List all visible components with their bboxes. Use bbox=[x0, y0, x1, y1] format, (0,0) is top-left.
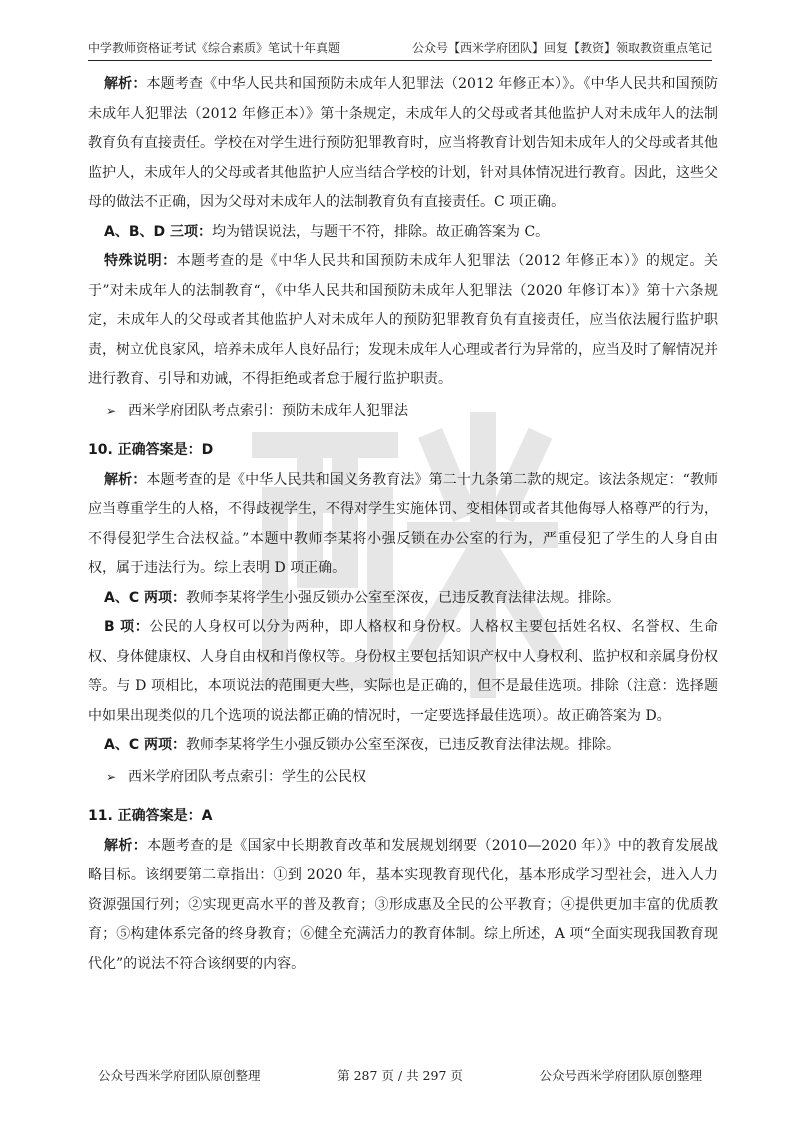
keypoint-index-item bbox=[88, 763, 718, 793]
special-note-text: 本题考查的是《中华人民共和国预防未成年人犯罪法（2012 年修正本）》的规定。关于”对未成年人的法制教育“，《中华人民共和国预防未成年人犯罪法（2020 年修订本）》第十六条规定，未成年人的父母或者其他监护人对未成年人的预防犯罪教育负有直接责任，应当依法履行监护职责，树立优良家风，培养未成年人良好品行；发现未成年人心理或者行为异常的，应当及时了解情况并进行教育、引导和劝诫，不得拒绝或者怠于履行监护职责。 bbox=[88, 253, 719, 387]
analysis-label: 解析： bbox=[104, 471, 147, 488]
options-label: A、C 两项： bbox=[104, 589, 186, 606]
footer-left-note: 公众号西米学府团队原创整理 bbox=[98, 1068, 261, 1083]
page-footer bbox=[88, 1066, 712, 1086]
options-paragraph bbox=[88, 584, 718, 614]
analysis-paragraph-q9 bbox=[88, 70, 718, 218]
keypoint-index-item bbox=[88, 397, 718, 427]
special-note-paragraph bbox=[88, 247, 718, 395]
option-b-label: B 项： bbox=[104, 619, 150, 635]
keypoint-index-text: 西米学府团队考点索引：学生的公民权 bbox=[128, 768, 366, 785]
options-label: A、C 两项： bbox=[104, 737, 186, 753]
options-text: 均为错误说法，与题干不符，排除。故正确答案为 C。 bbox=[212, 223, 550, 240]
page-header bbox=[88, 36, 712, 61]
option-b-paragraph bbox=[88, 613, 718, 731]
answer-heading-q10: 10. 正确答案是：D bbox=[88, 442, 214, 458]
analysis-paragraph-q10 bbox=[88, 466, 718, 584]
arrow-bullet-icon: ➢ bbox=[106, 403, 117, 418]
analysis-text: 本题考查的是《中华人民共和国义务教育法》第二十九条第二款的规定。该法条规定：“教师应当尊重学生的人格，不得歧视学生，不得对学生实施体罚、变相体罚或者其他侮辱人格尊严的行为，不得侵犯学生合法权益。”本题中教师李某将小强反锁在办公室的行为，严重侵犯了学生的人身自由权，属于违法行为。综上表明 D 项正确。 bbox=[88, 471, 719, 576]
analysis-paragraph-q11 bbox=[88, 832, 718, 980]
analysis-text: 本题考查的是《国家中长期教育改革和发展规划纲要（2010—2020 年）》中的教育发展战略目标。该纲要第二章指出：①到 2020 年，基本实现教育现代化，基本形成学习型社会，进入人力资源强国行列；②实现更高水平的普及教育；③形成惠及全民的公平教育；④提供更加丰富的优质教育；⑤构建体系完备的终身教育；⑥健全充满活力的教育体制。综上所述，A 项“全面实现我国教育现代化”的说法不符合该纲要的内容。 bbox=[88, 837, 718, 972]
header-left-title: 中学教师资格证考试《综合素质》笔试十年真题 bbox=[88, 41, 341, 55]
options-text: 教师李某将学生小强反锁办公室至深夜，已违反教育法律法规。排除。 bbox=[185, 737, 620, 753]
option-b-text: 公民的人身权可以分为两种，即人格权和身份权。人格权主要包括姓名权、名誉权、生命权、身体健康权、人身自由权和肖像权等。身份权主要包括知识产权中人身权利、监护权和亲属身份权等。与 D 项相比，本项说法的范围更大些，实际也是正确的，但不是最佳选项。排除（注意：选择题中如果出现类似的几个选项的说法都正确的情况时，一定要选择最佳选项）。故正确答案为 D。 bbox=[88, 619, 719, 724]
special-note-label: 特殊说明： bbox=[104, 253, 177, 269]
analysis-label: 解析： bbox=[104, 76, 147, 92]
options-paragraph bbox=[88, 218, 718, 248]
analysis-text: 本题考查《中华人民共和国预防未成年人犯罪法（2012 年修正本）》。《中华人民共和国预防未成年人犯罪法（2012 年修正本）》第十条规定，未成年人的父母或者其他监护人对未成年人的法制教育负有直接责任。学校在对学生进行预防犯罪教育时，应当将教育计划告知未成年人的父母或者其他监护人，未成年人的父母或者其他监护人应当结合学校的计划，针对具体情况进行教育。因此，这些父母的做法不正确，因为父母对未成年人的法制教育负有直接责任。C 项正确。 bbox=[88, 76, 719, 210]
options-text: 教师李某将学生小强反锁办公室至深夜，已违反教育法律法规。排除。 bbox=[185, 589, 620, 606]
options-label: A、B、D 三项： bbox=[104, 223, 213, 240]
page-number: 第 287 页 / 共 297 页 bbox=[337, 1068, 463, 1083]
keypoint-index-text: 西米学府团队考点索引：预防未成年人犯罪法 bbox=[128, 402, 408, 419]
footer-right-note: 公众号西米学府团队原创整理 bbox=[539, 1068, 702, 1083]
analysis-label: 解析： bbox=[104, 837, 148, 854]
page-content bbox=[88, 70, 718, 979]
header-right-note: 公众号【西米学府团队】回复【教资】领取教资重点笔记 bbox=[411, 41, 712, 55]
answer-heading-q11: 11. 正确答案是：A bbox=[88, 808, 213, 824]
arrow-bullet-icon: ➢ bbox=[106, 769, 117, 784]
options-paragraph bbox=[88, 731, 718, 761]
